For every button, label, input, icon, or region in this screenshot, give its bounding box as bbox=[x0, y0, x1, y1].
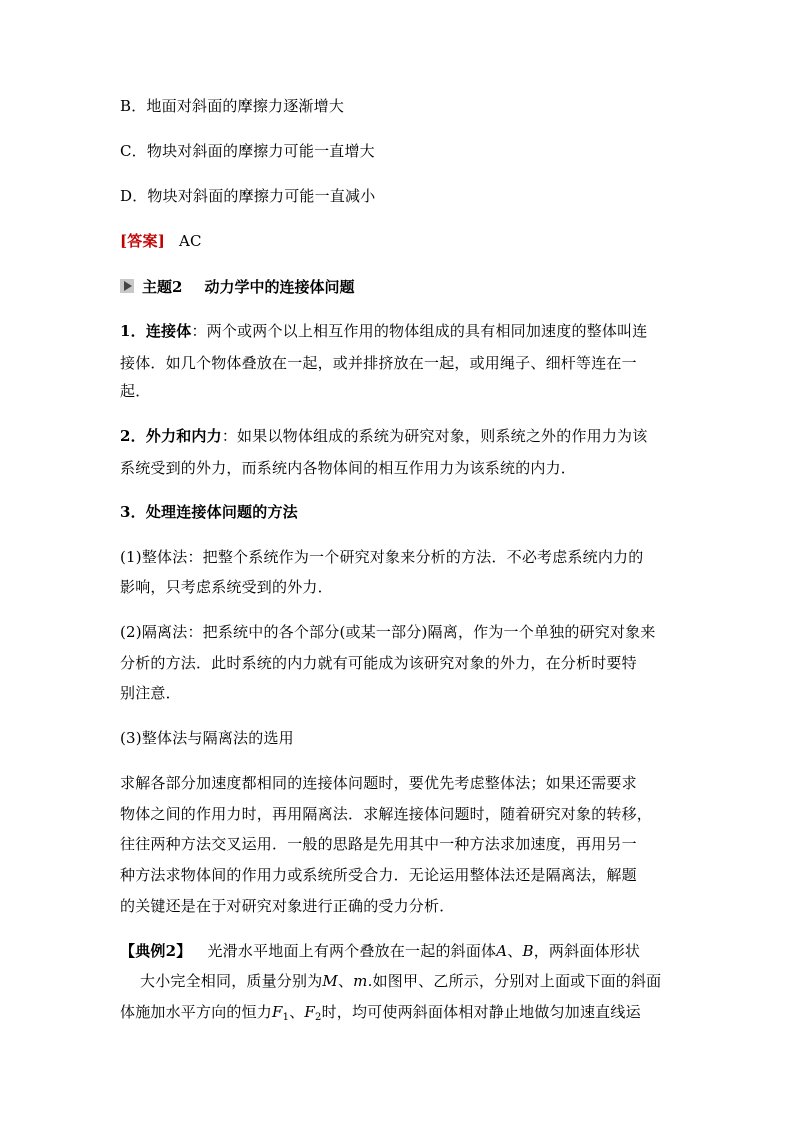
answer-tag: [答案] bbox=[120, 232, 165, 250]
paragraph-4-line-2: 影响，只考虑系统受到的外力． bbox=[120, 578, 333, 596]
example-line-1: 【典例2】 光滑水平地面上有两个叠放在一起的斜面体A、B，两斜面体形状 bbox=[120, 942, 641, 960]
paragraph-2-line-2: 系统受到的外力，而系统内各物体间的相互作用力为该系统的内力． bbox=[120, 459, 577, 477]
topic-title: 动力学中的连接体问题 bbox=[204, 277, 355, 296]
option-c: C．物块对斜面的摩擦力可能一直增大 bbox=[120, 142, 375, 160]
paragraph-7-line-1: 求解各部分加速度都相同的连接体问题时，要优先考虑整体法；如果还需要求 bbox=[120, 774, 637, 792]
term-connected-body: 1．连接体 bbox=[120, 322, 192, 340]
paragraph-5-line-1: (2)隔离法：把系统中的各个部分(或某一部分)隔离，作为一个单独的研究对象来 bbox=[120, 623, 656, 641]
paragraph-7-line-3: 往往两种方法交叉运用．一般的思路是先用其中一种方法求加速度，再用另一 bbox=[120, 835, 637, 853]
term-external-internal: 2．外力和内力 bbox=[120, 427, 222, 445]
paragraph-5-line-3: 别注意． bbox=[120, 684, 181, 702]
option-d: D．物块对斜面的摩擦力可能一直减小 bbox=[120, 187, 376, 205]
topic-number: 主题2 bbox=[142, 277, 183, 296]
paragraph-5-line-2: 分析的方法．此时系统的内力就有可能成为该研究对象的外力，在分析时要特 bbox=[120, 654, 637, 672]
paragraph-1-line-3: 起． bbox=[120, 382, 151, 400]
play-triangle-icon bbox=[120, 279, 134, 293]
paragraph-7-line-2: 物体之间的作用力时，再用隔离法．求解连接体问题时，随着研究对象的转移， bbox=[120, 805, 653, 823]
answer-value: AC bbox=[179, 232, 202, 250]
paragraph-6-heading: (3)整体法与隔离法的选用 bbox=[120, 729, 294, 747]
paragraph-3-heading: 3．处理连接体问题的方法 bbox=[120, 503, 298, 521]
paragraph-1-line-2: 接体．如几个物体叠放在一起，或并排挤放在一起，或用绳子、细杆等连在一 bbox=[120, 354, 637, 372]
topic-heading bbox=[120, 276, 354, 296]
answer-line bbox=[120, 231, 680, 251]
paragraph-7-line-5: 的关键还是在于对研究对象进行正确的受力分析． bbox=[120, 897, 455, 915]
paragraph-2-line-1: 2．外力和内力：如果以物体组成的系统为研究对象，则系统之外的作用力为该 bbox=[120, 427, 648, 445]
paragraph-1-line-1: 1．连接体：两个或两个以上相互作用的物体组成的具有相同加速度的整体叫连 bbox=[120, 322, 648, 340]
paragraph-7-line-4: 种方法求物体间的作用力或系统所受合力．无论运用整体法还是隔离法，解题 bbox=[120, 866, 637, 884]
paragraph-4-line-1: (1)整体法：把整个系统作为一个研究对象来分析的方法．不必考虑系统内力的 bbox=[120, 548, 644, 566]
example-line-2: 大小完全相同，质量分别为M、m.如图甲、乙所示，分别对上面或下面的斜面 bbox=[140, 972, 662, 990]
option-b: B．地面对斜面的摩擦力逐渐增大 bbox=[120, 97, 345, 115]
example-line-3: 体施加水平方向的恒力$F_1$、$F_2$时，均可使两斜面体相对静止地做匀加速直线运 bbox=[120, 1003, 641, 1023]
example-label: 【典例2】 bbox=[120, 942, 192, 960]
